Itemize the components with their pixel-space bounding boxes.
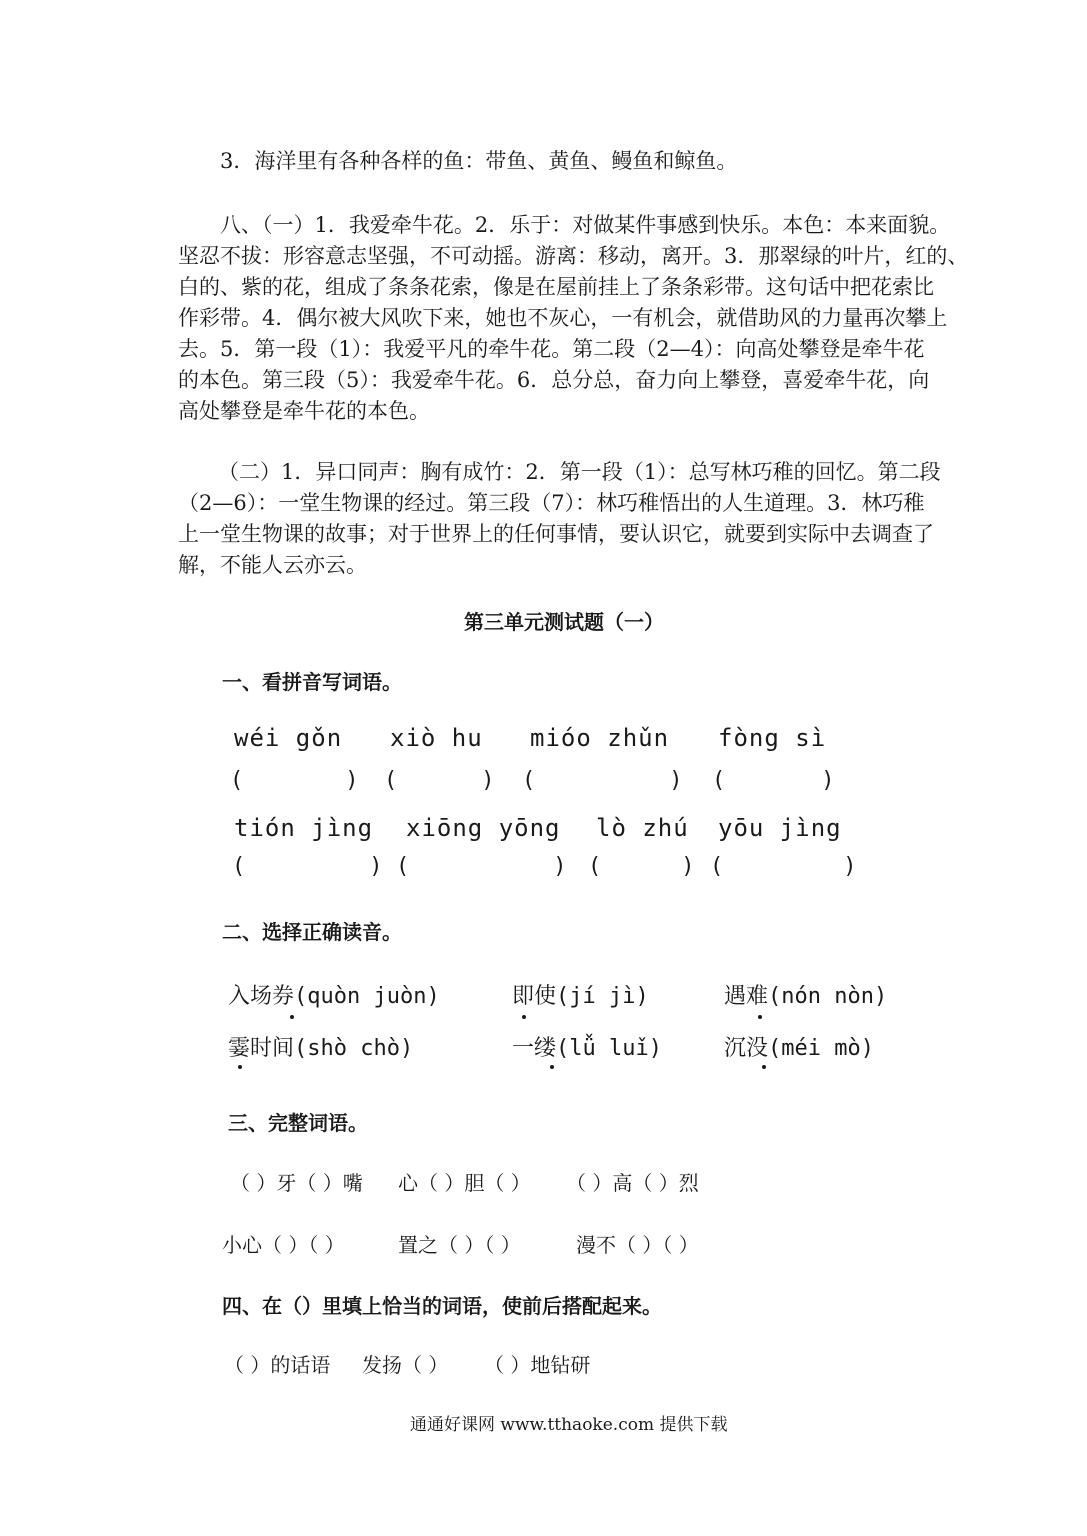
answer-blank[interactable]: ( ) <box>522 768 683 793</box>
emphasis-dot <box>522 1015 526 1019</box>
emphasis-dot <box>762 1065 766 1069</box>
answer-blank[interactable]: ( ) <box>588 854 695 879</box>
choice-word: 遇难 <box>724 984 769 1009</box>
reading-choice[interactable] <box>724 979 887 1010</box>
fill-in-idiom[interactable]: （ ）牙（ ）嘴 <box>230 1171 363 1195</box>
emphasis-dot <box>758 1015 762 1019</box>
collocation-item[interactable]: （ ）地钻研 <box>484 1353 591 1377</box>
test-title: 第三单元测试题（一） <box>464 610 664 634</box>
choice-word: 即使 <box>512 984 557 1009</box>
choice-options: (lǚ luǐ) <box>556 1036 662 1061</box>
pinyin-word: fòng sì <box>718 724 827 752</box>
paragraph-line: 高处攀登是牵牛花的本色。 <box>178 399 430 423</box>
pinyin-word: wéi gǒn <box>234 724 343 752</box>
paragraph-line: 上一堂生物课的故事；对于世界上的任何事情，要认识它，就要到实际中去调查了 <box>178 522 934 546</box>
paragraph-line: 白的、紫的花，组成了条条花索，像是在屋前挂上了条条彩带。这句话中把花索比 <box>178 275 934 299</box>
choice-word: 霎时间 <box>228 1036 295 1061</box>
paragraph-line: 八、（一）1．我爱牵牛花。2．乐于：对做某件事感到快乐。本色：本来面貌。 <box>220 213 951 237</box>
emphasis-dot <box>550 1065 554 1069</box>
fill-in-idiom[interactable]: 置之（ ）（ ） <box>398 1233 521 1257</box>
question-2-heading: 二、选择正确读音。 <box>222 920 402 944</box>
paragraph-line: 坚忍不拔：形容意志坚强，不可动摇。游离：移动，离开。3．那翠绿的叶片，红的、 <box>178 244 969 268</box>
choice-options: (méi mò) <box>768 1036 874 1061</box>
question-3-heading: 三、完整词语。 <box>228 1111 368 1135</box>
collocation-item[interactable]: 发扬（ ） <box>362 1353 449 1377</box>
answer-blank[interactable]: ( ) <box>384 768 495 793</box>
collocation-item[interactable]: （ ）的话语 <box>224 1353 331 1377</box>
choice-options: (nón nòn) <box>768 984 888 1009</box>
fill-in-idiom[interactable]: 小心（ ）（ ） <box>222 1233 345 1257</box>
choice-options: (jí jì) <box>556 984 649 1009</box>
pinyin-word: xiò hu <box>390 724 483 752</box>
reading-choice[interactable] <box>512 979 649 1010</box>
answer-blank[interactable]: ( ) <box>710 854 857 879</box>
paragraph-line: 去。5．第一段（1）：我爱平凡的牵牛花。第二段（2—4）：向高处攀登是牵牛花 <box>178 337 925 361</box>
reading-choice[interactable] <box>512 1031 662 1062</box>
paragraph-line: （2—6）：一堂生物课的经过。第三段（7）：林巧稚悟出的人生道理。3．林巧稚 <box>178 491 925 515</box>
answer-item-3: 3．海洋里有各种各样的鱼：带鱼、黄鱼、鳗鱼和鲸鱼。 <box>220 149 738 173</box>
choice-word: 沉没 <box>724 1036 769 1061</box>
paragraph-line: 的本色。第三段（5）：我爱牵牛花。6．总分总，奋力向上攀登，喜爱牵牛花，向 <box>178 368 930 392</box>
pinyin-word: tión jìng <box>234 814 374 842</box>
choice-options: (shò chò) <box>294 1036 414 1061</box>
fill-in-idiom[interactable]: 心（ ）胆（ ） <box>398 1171 531 1195</box>
pinyin-word: mióo zhǔn <box>530 724 670 752</box>
paragraph-line: 作彩带。4．偶尔被大风吹下来，她也不灰心，一有机会，就借助风的力量再次攀上 <box>178 306 948 330</box>
answer-blank[interactable]: ( ) <box>230 768 359 793</box>
pinyin-word: xiōng yōng <box>406 814 561 842</box>
answer-blank[interactable]: ( ) <box>712 768 835 793</box>
reading-choice[interactable] <box>228 979 440 1010</box>
pinyin-word: yōu jìng <box>718 814 842 842</box>
reading-choice[interactable] <box>228 1031 413 1062</box>
emphasis-dot <box>290 1015 294 1019</box>
answer-blank[interactable]: ( ) <box>396 854 567 879</box>
paragraph-line: 解，不能人云亦云。 <box>178 553 367 577</box>
question-4-heading: 四、在（）里填上恰当的词语，使前后搭配起来。 <box>222 1294 662 1318</box>
question-1-heading: 一、看拼音写词语。 <box>222 670 402 694</box>
choice-options: (quòn juòn) <box>294 984 440 1009</box>
choice-word: 一缕 <box>512 1036 557 1061</box>
page-footer: 通通好课网 www.tthaoke.com 提供下载 <box>410 1415 728 1435</box>
choice-word: 入场券 <box>228 984 295 1009</box>
fill-in-idiom[interactable]: 漫不（ ）（ ） <box>576 1233 699 1257</box>
answer-blank[interactable]: ( ) <box>232 854 383 879</box>
pinyin-word: lò zhú <box>596 814 689 842</box>
emphasis-dot <box>238 1065 242 1069</box>
paragraph-line: （二）1．异口同声：胸有成竹：2．第一段（1）：总写林巧稚的回忆。第二段 <box>218 460 941 484</box>
reading-choice[interactable] <box>724 1031 874 1062</box>
fill-in-idiom[interactable]: （ ）高（ ）烈 <box>566 1171 699 1195</box>
